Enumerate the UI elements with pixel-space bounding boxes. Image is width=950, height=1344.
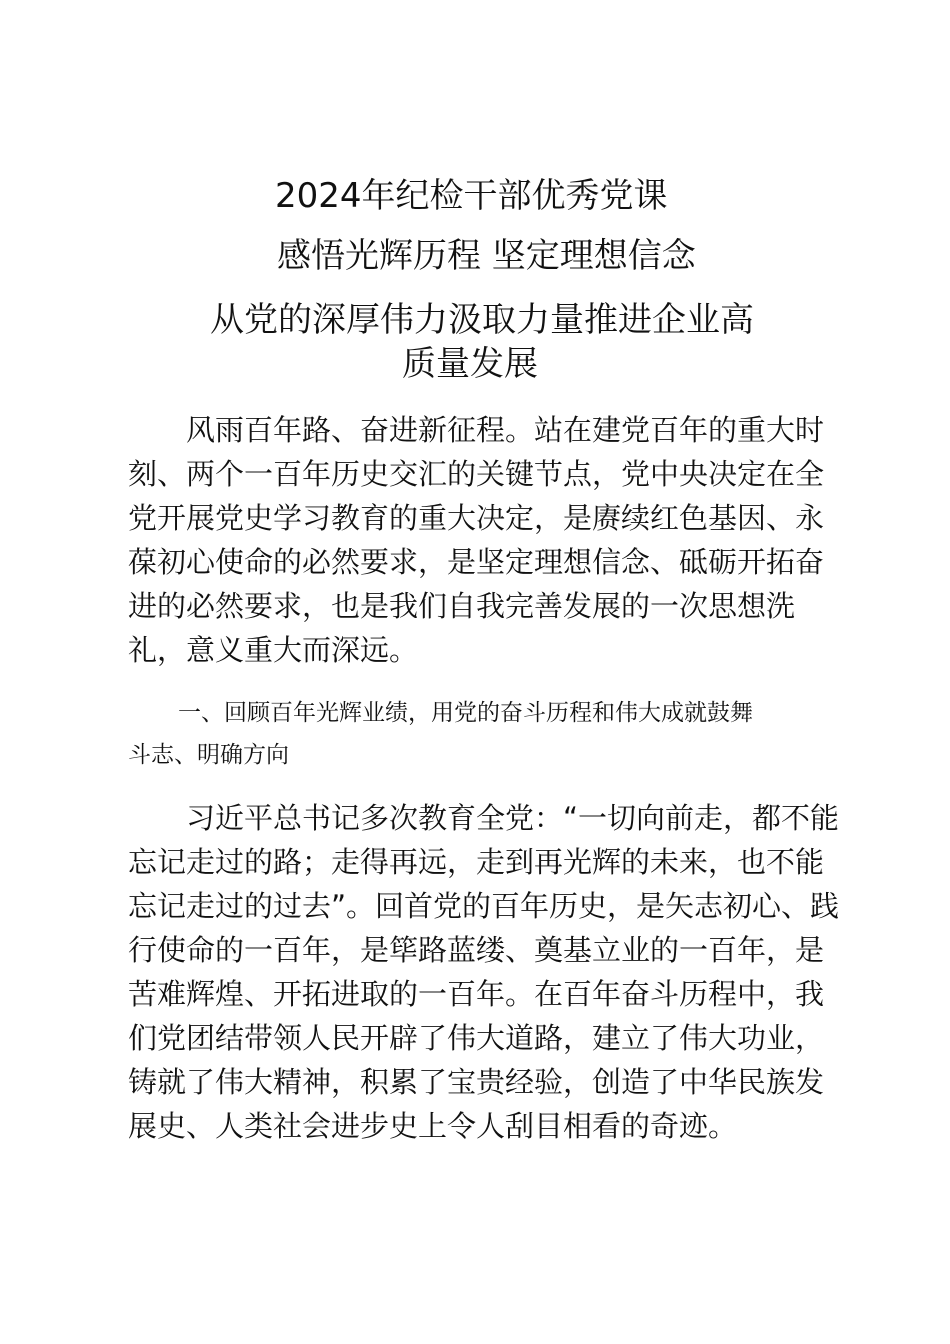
document-title-line-3 (210, 298, 850, 386)
heading-line: 一、回顾百年光辉业绩，用党的奋斗历程和伟大成就鼓舞 (178, 700, 753, 726)
document-title-line-1: 2024年纪检干部优秀党课 (275, 176, 668, 216)
paragraph-line: 习近平总书记多次教育全党：“一切向前走，都不能 (186, 801, 840, 835)
section-heading (128, 692, 832, 776)
paragraph-line: 礼，意义重大而深远。 (128, 633, 419, 667)
paragraph-line: 铸就了伟大精神，积累了宝贵经验，创造了中华民族发 (128, 1065, 825, 1099)
paragraph-line: 行使命的一百年，是筚路蓝缕、奠基立业的一百年，是 (128, 933, 825, 967)
paragraph-line: 忘记走过的路；走得再远，走到再光辉的未来，也不能 (128, 845, 825, 879)
paragraph-line: 刻、两个一百年历史交汇的关键节点，党中央决定在全 (128, 457, 825, 491)
paragraph-line: 展史、人类社会进步史上令人刮目相看的奇迹。 (128, 1109, 738, 1143)
intro-paragraph (128, 408, 832, 672)
paragraph-line: 们党团结带领人民开辟了伟大道路，建立了伟大功业， (128, 1021, 825, 1055)
paragraph-line: 葆初心使命的必然要求，是坚定理想信念、砥砺开拓奋 (128, 545, 825, 579)
title-line-3-part-1: 从党的深厚伟力汲取力量推进企业高 (210, 300, 754, 340)
paragraph-line: 忘记走过的过去”。回首党的百年历史，是矢志初心、践 (128, 889, 840, 923)
body-paragraph (128, 796, 840, 1148)
heading-line: 斗志、明确方向 (128, 742, 289, 768)
paragraph-line: 苦难辉煌、开拓进取的一百年。在百年奋斗历程中，我 (128, 977, 825, 1011)
paragraph-line: 党开展党史学习教育的重大决定，是赓续红色基因、永 (128, 501, 825, 535)
paragraph-line: 进的必然要求，也是我们自我完善发展的一次思想洗 (128, 589, 796, 623)
title-line-3-part-2: 质量发展 (402, 344, 538, 384)
paragraph-line: 风雨百年路、奋进新征程。站在建党百年的重大时 (186, 413, 825, 447)
document-title-line-2: 感悟光辉历程 坚定理想信念 (277, 236, 696, 276)
